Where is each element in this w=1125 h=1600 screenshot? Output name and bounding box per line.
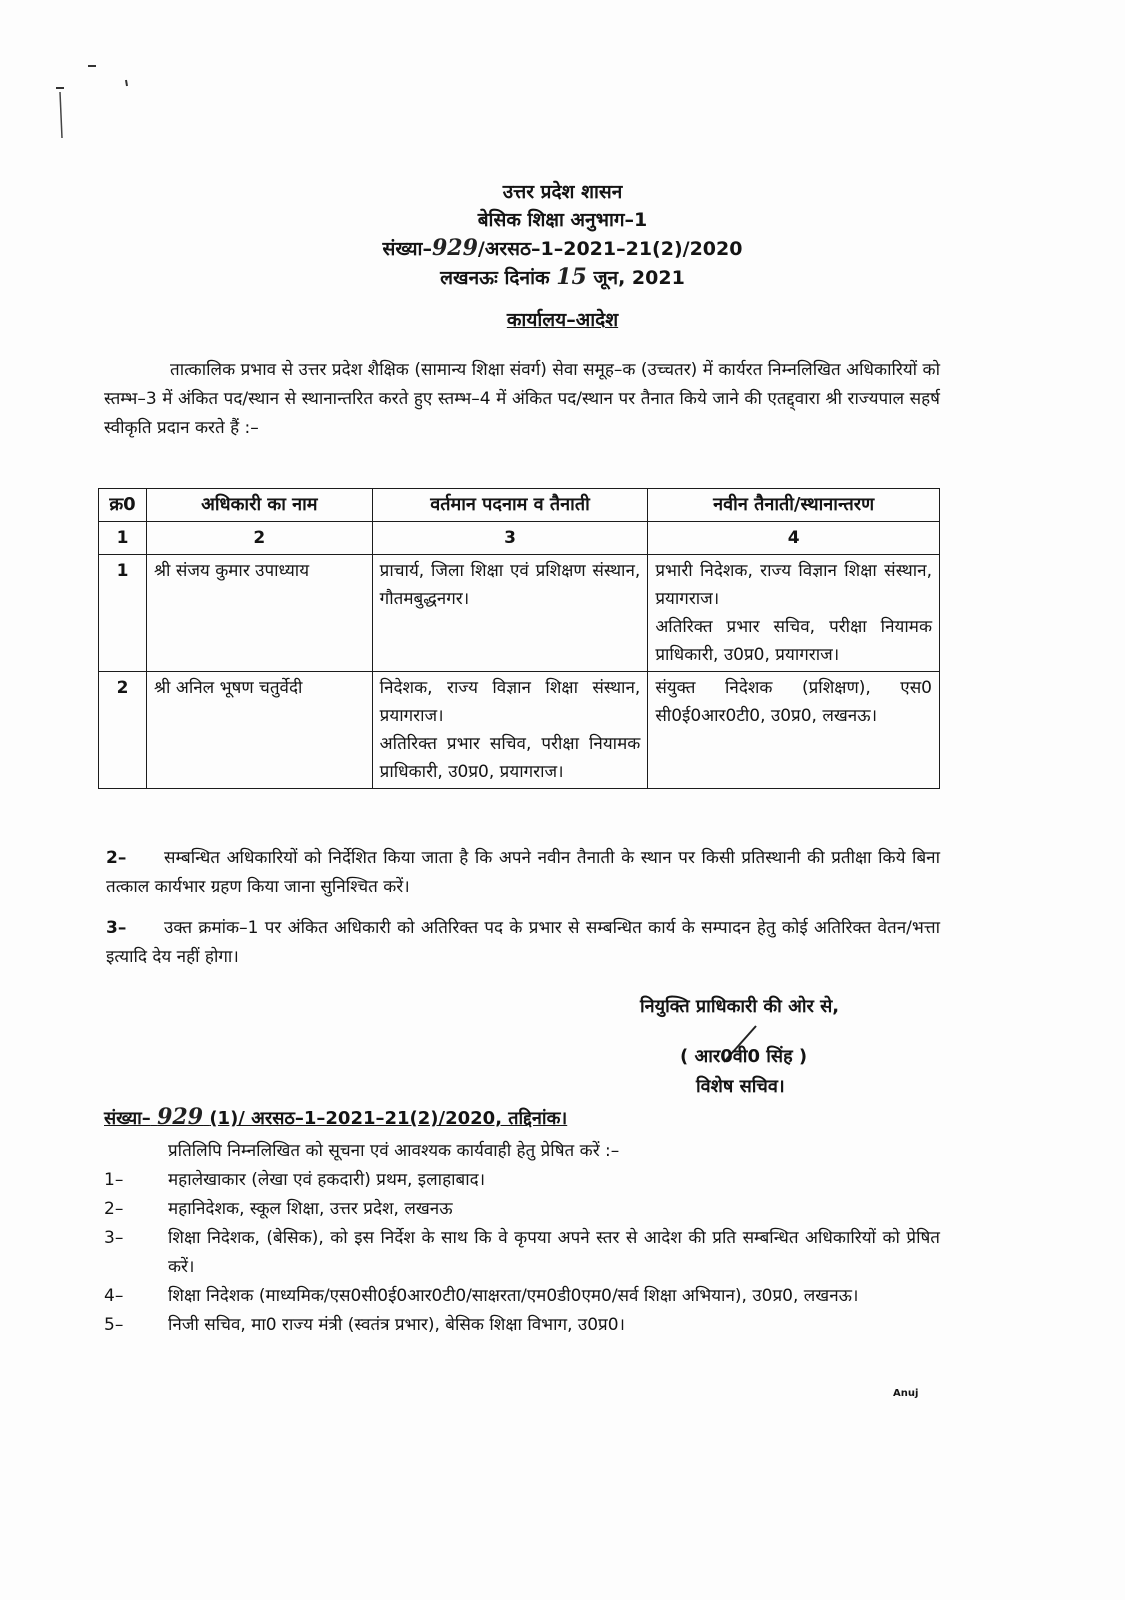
header-name: अधिकारी का नाम [146, 489, 372, 522]
copy-reference: संख्या– 929 (1)/ अरसठ–1–2021–21(2)/2020, तद्दिनांक। [104, 1104, 568, 1130]
handwritten-number: 929 [431, 235, 478, 261]
intro-paragraph: तात्कालिक प्रभाव से उत्तर प्रदेश शैक्षिक (सामान्य शिक्षा संवर्ग) सेवा समूह–क (उच्चतर) में कार्यरत निम्नलिखित अधिकारियों को स्तम्भ–3 में अंकित पद/स्थान से स्थानान्तरित करते हुए स्तम्भ–4 में अंकित पद/स्थान पर तैनात किये जाने की एतद्द्वारा श्री राज्यपाल सहर्ष स्वीकृति प्रदान करते हैं :– [104, 360, 940, 438]
list-item: 1– महालेखाकार (लेखा एवं हकदारी) प्रथम, इलाहाबाद। [104, 1170, 486, 1190]
typist-initials: Anuj [893, 1388, 919, 1399]
margin-marks [48, 58, 138, 148]
list-item: 4– शिक्षा निदेशक (माध्यमिक/एस0सी0ई0आर0टी0/साक्षरता/एम0डी0एम0/सर्व शिक्षा अभियान), उ0प्र0, लखनऊ। [104, 1286, 859, 1306]
table-row [99, 555, 940, 672]
list-item: 5– निजी सचिव, मा0 राज्य मंत्री (स्वतंत्र प्रभार), बेसिक शिक्षा विभाग, उ0प्र0। [104, 1315, 625, 1335]
document-header [0, 178, 1125, 292]
order-number: संख्या–929/अरसठ–1–2021–21(2)/2020 [382, 235, 743, 261]
header-new: नवीन तैनाती/स्थानान्तरण [648, 489, 940, 522]
handwritten-date: 15 [556, 264, 587, 290]
officer-name: श्री अनिल भूषण चतुर्वेदी [146, 672, 372, 789]
header-sno: क्र0 [99, 489, 147, 522]
signatory-name: ( आर0वी0 सिंह ) [680, 1046, 808, 1067]
paragraph-2: 2– सम्बन्धित अधिकारियों को निर्देशित किया जाता है कि अपने नवीन तैनाती के स्थान पर किसी प्रतिस्थानी की प्रतीक्षा किये बिना तत्काल कार्यभार ग्रहण किया जाना सुनिश्चित करें। [106, 848, 940, 897]
table-header-row [99, 489, 940, 522]
table-row [99, 672, 940, 789]
handwritten-copy-number: 929 [157, 1104, 204, 1130]
current-posting: निदेशक, राज्य विज्ञान शिक्षा संस्थान, प्रयागराज। अतिरिक्त प्रभार सचिव, परीक्षा नियामक प्राधिकारी, उ0प्र0, प्रयागराज। [372, 672, 648, 789]
header-current: वर्तमान पदनाम व तैनाती [372, 489, 648, 522]
order-date: लखनऊः दिनांक 15 जून, 2021 [440, 264, 685, 290]
signatory-designation: विशेष सचिव। [696, 1076, 785, 1097]
row-sno: 2 [99, 672, 147, 789]
list-item: 3– शिक्षा निदेशक, (बेसिक), को इस निर्देश के साथ कि वे कृपया अपने स्तर से आदेश की प्रति सम्बन्धित अधिकारियों को प्रेषित करें। [104, 1228, 940, 1277]
officer-name: श्री संजय कुमार उपाध्याय [146, 555, 372, 672]
row-sno: 1 [99, 555, 147, 672]
paragraph-3: 3– उक्त क्रमांक–1 पर अंकित अधिकारी को अतिरिक्त पद के प्रभार से सम्बन्धित कार्य के सम्पादन हेतु कोई अतिरिक्त वेतन/भत्ता इत्यादि देय नहीं होगा। [106, 918, 940, 967]
new-posting: प्रभारी निदेशक, राज्य विज्ञान शिक्षा संस्थान, प्रयागराज। अतिरिक्त प्रभार सचिव, परीक्षा नियामक प्राधिकारी, उ0प्र0, प्रयागराज। [648, 555, 940, 672]
new-posting: संयुक्त निदेशक (प्रशिक्षण), एस0 सी0ई0आर0टी0, उ0प्र0, लखनऊ। [648, 672, 940, 789]
government-name: उत्तर प्रदेश शासन [502, 181, 623, 203]
copy-list [104, 1166, 940, 1340]
section-name: बेसिक शिक्षा अनुभाग–1 [477, 209, 648, 231]
copy-intro: प्रतिलिपि निम्नलिखित को सूचना एवं आवश्यक कार्यवाही हेतु प्रेषित करें :– [168, 1141, 620, 1161]
current-posting: प्राचार्य, जिला शिक्षा एवं प्रशिक्षण संस्थान, गौतमबुद्धनगर। [372, 555, 648, 672]
on-behalf-text: नियुक्ति प्राधिकारी की ओर से, [640, 996, 840, 1017]
column-number-row: 1 2 3 4 [99, 522, 940, 555]
list-item: 2– महानिदेशक, स्कूल शिक्षा, उत्तर प्रदेश, लखनऊ [104, 1199, 453, 1219]
transfer-table [98, 488, 940, 789]
office-order-title: कार्यालय–आदेश [506, 309, 619, 331]
